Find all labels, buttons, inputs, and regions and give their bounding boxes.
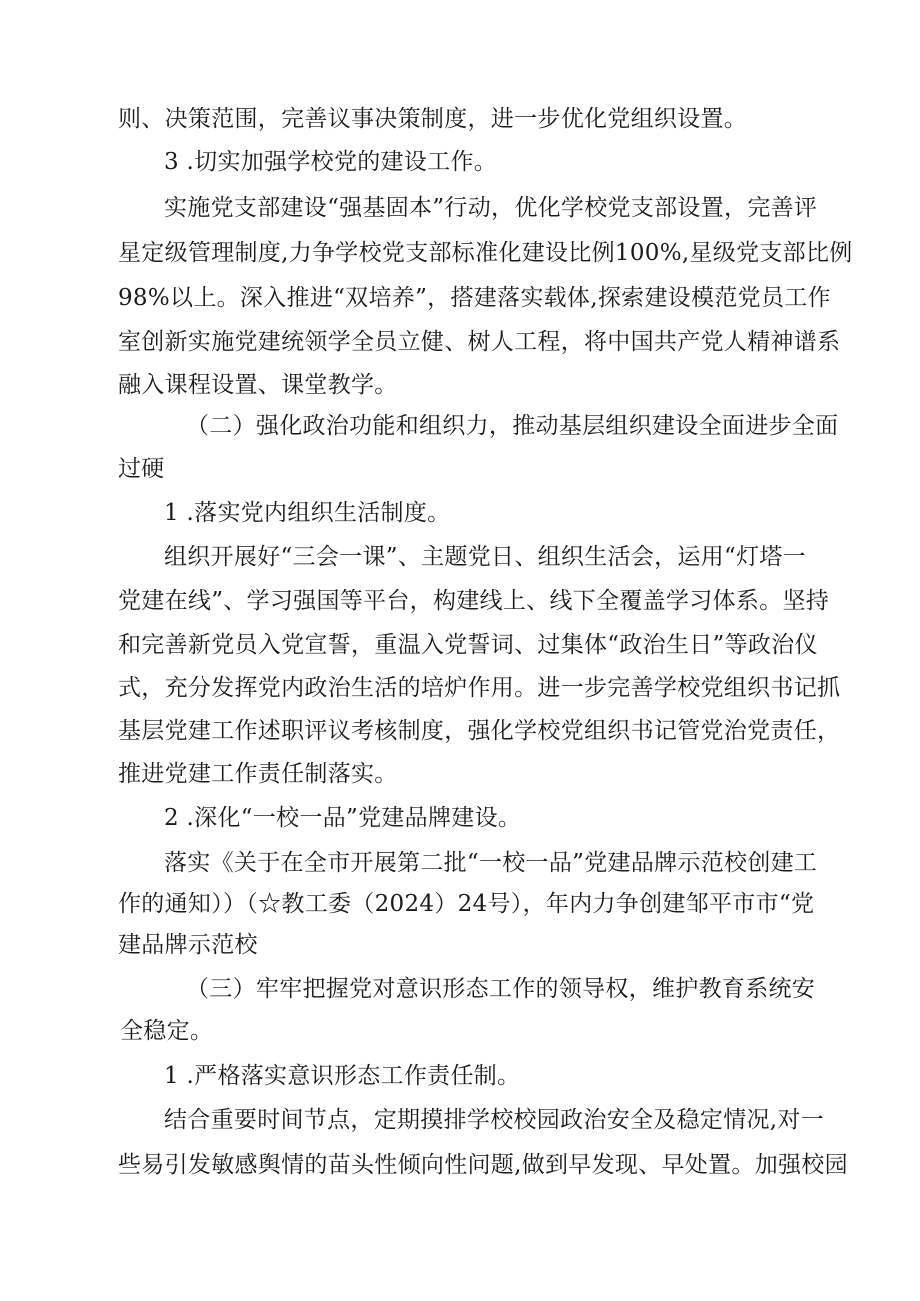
text-line: 融入课程设置、课堂教学。 <box>118 372 398 398</box>
section-heading-continued: 过硬 <box>118 456 165 482</box>
subsection-heading: 1 .落实党内组织生活制度。 <box>164 500 451 526</box>
text-line: 党建在线”、学习强国等平台，构建线上、线下全覆盖学习体系。坚持 <box>118 588 830 614</box>
text-line: 建品牌示范校 <box>118 932 258 958</box>
text-line: 基层党建工作述职评议考核制度，强化学校党组织书记管党治党责任， <box>118 718 841 744</box>
text-line: 些易引发敏感舆情的苗头性倾向性问题,做到早发现、早处置。加强校园 <box>118 1152 848 1178</box>
section-heading-continued: 全稳定。 <box>120 1018 214 1044</box>
text-line: 组织开展好“三会一课”、主题党日、组织生活会，运用“灯塔一 <box>164 544 806 570</box>
text-line: 则、决策范围，完善议事决策制度，进一步优化党组织设置。 <box>118 106 748 132</box>
subsection-heading: 2 .深化“一校一品”党建品牌建设。 <box>164 805 522 831</box>
section-heading: 3 .切实加强学校党的建设工作。 <box>164 149 498 175</box>
text-line: 室创新实施党建统领学全员立健、树人工程，将中国共产党人精神谱系 <box>118 329 841 355</box>
section-heading: （二）强化政治功能和组织力，推动基层组织建设全面进步全面 <box>186 413 839 439</box>
subsection-heading: 1 .严格落实意识形态工作责任制。 <box>164 1063 521 1089</box>
text-line: 星定级管理制度,力争学校党支部标准化建设比例100%,星级党支部比例 <box>118 240 853 266</box>
text-line: 作的通知））（☆教工委（2024）24号），年内力争创建邹平市市“党 <box>118 891 815 917</box>
text-line: 推进党建工作责任制落实。 <box>118 761 398 787</box>
text-line: 式，充分发挥党内政治生活的培炉作用。进一步完善学校党组织书记抓 <box>118 675 841 701</box>
text-line: 和完善新党员入党宣誓，重温入党誓词、过集体“政治生日”等政治仪 <box>118 632 818 658</box>
text-line: 结合重要时间节点，定期摸排学校校园政治安全及稳定情况,对一 <box>164 1107 825 1133</box>
text-line: 实施党支部建设“强基固本”行动，优化学校党支部设置，完善评 <box>164 195 818 221</box>
section-heading: （三）牢牢把握党对意识形态工作的领导权，维护教育系统安 <box>186 976 816 1002</box>
text-line: 98%以上。深入推进“双培养”，搭建落实载体,探索建设模范党员工作 <box>118 285 831 311</box>
text-line: 落实《关于在全市开展第二批“一校一品”党建品牌示范校创建工 <box>164 850 818 876</box>
